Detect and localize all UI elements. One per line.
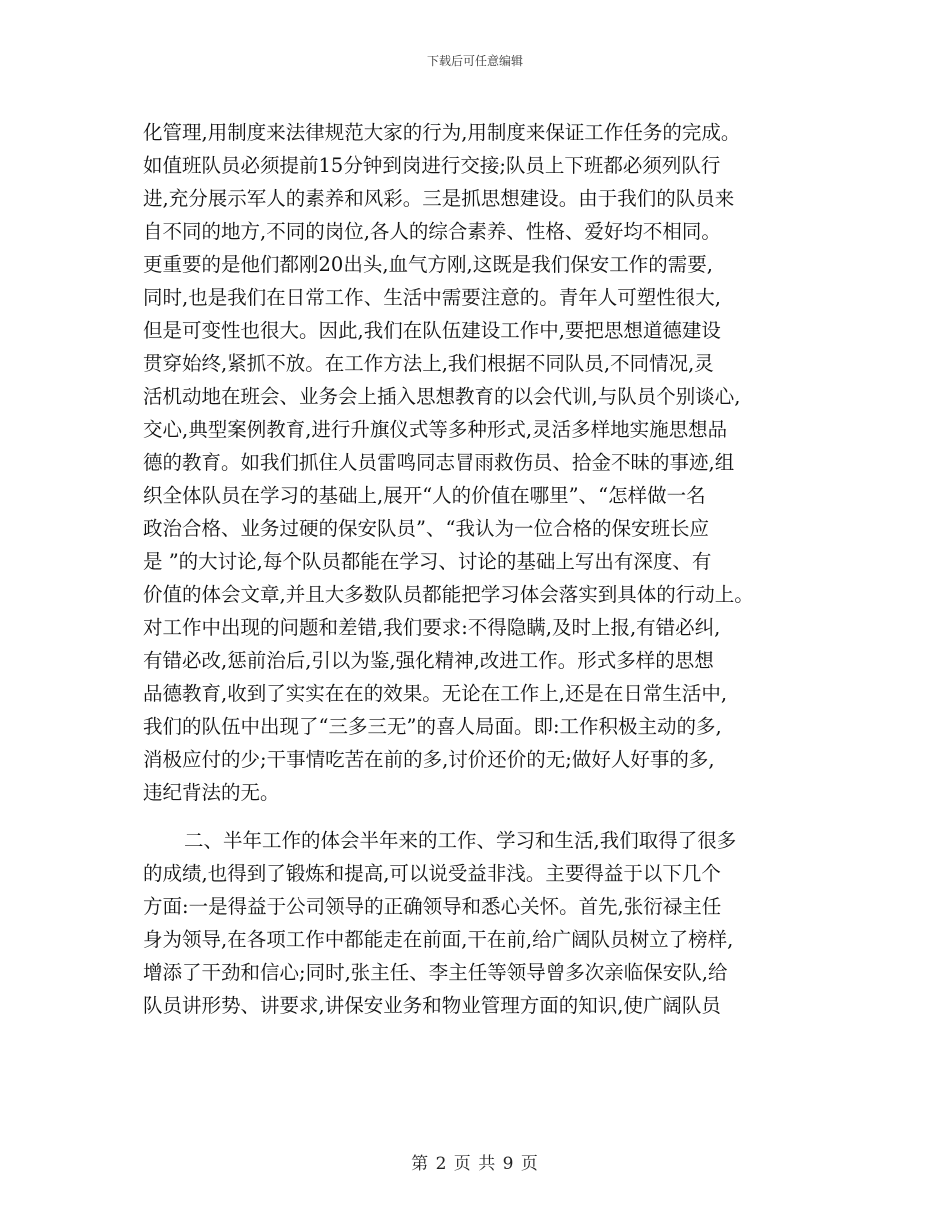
page-number-footer: 第 2 页 共 9 页 <box>411 1154 539 1174</box>
text-line: 德的教育。如我们抓住人员雷鸣同志冒雨救伤员、拾金不昧的事迹,组 <box>143 451 735 474</box>
text-line: 活机动地在班会、业务会上插入思想教育的以会代训,与队员个别谈心, <box>143 385 741 408</box>
page-header: 下载后可任意编辑 <box>426 54 523 68</box>
text-line: 价值的体会文章,并且大多数队员都能把学习体会落实到具体的行动上。 <box>143 583 754 606</box>
text-line: 队员讲形势、讲要求,讲保安业务和物业管理方面的知识,使广阔队员 <box>143 994 721 1017</box>
text-line: 自不同的地方,不同的岗位,各人的综合素养、性格、爱好均不相同。 <box>143 220 721 243</box>
text-line: 有错必改,惩前治后,引以为鉴,强化精神,改进工作。形式多样的思想 <box>143 649 714 672</box>
text-line: 二、半年工作的体会半年来的工作、学习和生活,我们取得了很多 <box>184 829 737 852</box>
body-text <box>143 116 823 1022</box>
text-line: 进,充分展示军人的素养和风彩。三是抓思想建设。由于我们的队员来 <box>143 187 735 210</box>
text-line: 如值班队员必须提前15分钟到岗进行交接;队员上下班都必须列队行 <box>143 154 721 177</box>
text-line: 违纪背法的无。 <box>143 781 280 804</box>
text-line: 交心,典型案例教育,进行升旗仪式等多种形式,灵活多样地实施思想品 <box>143 418 728 441</box>
text-line: 方面:一是得益于公司领导的正确领导和悉心关怀。首先,张衍禄主任 <box>143 895 722 918</box>
paragraph <box>143 824 823 1022</box>
text-line: 对工作中出现的问题和差错,我们要求:不得隐瞒,及时上报,有错必纠, <box>143 616 721 639</box>
text-line: 是 ”的大讨论,每个队员都能在学习、讨论的基础上写出有深度、有 <box>143 550 712 573</box>
text-line: 我们的队伍中出现了“三多三无”的喜人局面。即:工作积极主动的多, <box>143 715 722 738</box>
text-line: 织全体队员在学习的基础上,展开“人的价值在哪里”、“怎样做一名 <box>143 484 706 507</box>
text-line: 化管理,用制度来法律规范大家的行为,用制度来保证工作任务的完成。 <box>143 121 741 144</box>
text-line: 更重要的是他们都刚20出头,血气方刚,这既是我们保安工作的需要, <box>143 253 713 276</box>
text-line: 品德教育,收到了实实在在的效果。无论在工作上,还是在日常生活中, <box>143 682 728 705</box>
paragraph <box>143 116 823 809</box>
text-line: 消极应付的少;干事情吃苦在前的多,讨价还价的无;做好人好事的多, <box>143 748 715 771</box>
text-line: 政治合格、业务过硬的保安队员”、“我认为一位合格的保安班长应 <box>143 517 709 540</box>
text-line: 增添了干劲和信心;同时,张主任、李主任等领导曾多次亲临保安队,给 <box>143 961 728 984</box>
text-line: 身为领导,在各项工作中都能走在前面,干在前,给广阔队员树立了榜样, <box>143 928 734 951</box>
text-line: 的成绩,也得到了锻炼和提高,可以说受益非浅。主要得益于以下几个 <box>143 862 721 885</box>
text-line: 贯穿始终,紧抓不放。在工作方法上,我们根据不同队员,不同情况,灵 <box>143 352 714 375</box>
text-line: 同时,也是我们在日常工作、生活中需要注意的。青年人可塑性很大, <box>143 286 721 309</box>
text-line: 但是可变性也很大。因此,我们在队伍建设工作中,要把思想道德建设 <box>143 319 721 342</box>
